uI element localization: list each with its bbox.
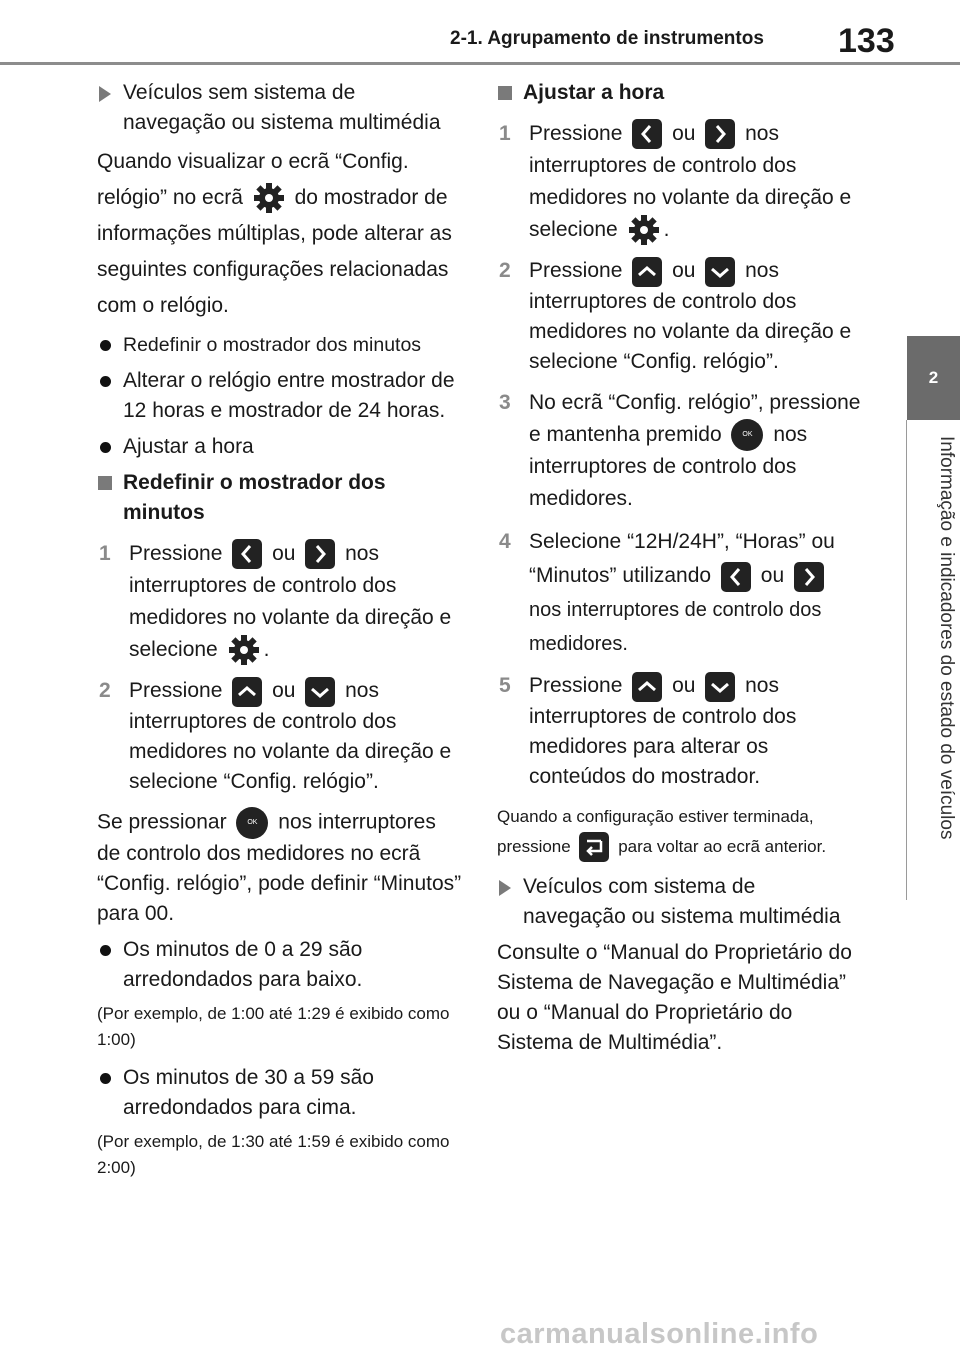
left-arrow-icon: [721, 562, 751, 592]
step-text: ou: [672, 259, 696, 283]
chapter-label: Informação e indicadores do estado do veículos: [936, 436, 957, 840]
down-arrow-icon: [305, 677, 335, 707]
ok-button-icon: OK: [236, 807, 268, 839]
bullet-icon: [100, 340, 111, 351]
step: [497, 671, 862, 791]
note: [497, 802, 862, 863]
up-arrow-icon: [632, 257, 662, 287]
step-number: 2: [499, 259, 511, 283]
paragraph-text: Se pressionar: [97, 810, 227, 834]
step-number: 1: [499, 122, 511, 145]
step-text: Pressione: [529, 674, 623, 698]
paragraph-text: do mostrador de informações múltiplas, pode alterar as seguintes configurações relacionadas com o relógio.: [97, 186, 452, 317]
list-item: [97, 432, 462, 462]
step-number: 2: [99, 679, 111, 703]
step-number: 5: [499, 674, 511, 698]
step: [497, 525, 862, 661]
step-number: 3: [499, 390, 511, 414]
condition-heading: [497, 872, 862, 932]
section-heading: [97, 468, 462, 528]
note: (Por exemplo, de 1:30 até 1:59 é exibido como 2:00): [97, 1131, 450, 1177]
left-arrow-icon: [232, 539, 262, 569]
list-item-text: Redefinir o mostrador dos minutos: [123, 334, 422, 356]
step-number: 1: [99, 542, 111, 565]
gear-icon: [228, 634, 260, 666]
step-text: nos interruptores de controlo dos medidores no volante da direção e selecione “Config. relógio”.: [129, 679, 452, 793]
section-heading: [497, 78, 862, 108]
ok-button-icon: OK: [731, 419, 763, 451]
step-text: Selecione “12H/24H”, “Horas” ou “Minutos” utilizando: [529, 530, 835, 588]
paragraph-text: Quando visualizar o ecrã “Config. relógio” no ecrã: [97, 150, 409, 209]
bullet-icon: [100, 1073, 111, 1084]
list-item: [97, 366, 462, 426]
square-bullet-icon: [98, 476, 112, 490]
right-arrow-icon: [794, 562, 824, 592]
list-item-text: Os minutos de 0 a 29 são arredondados para baixo.: [123, 937, 363, 991]
back-icon: [579, 832, 609, 862]
step-text: nos interruptores de controlo dos medidores no volante da direção e selecione “Config. relógio”.: [529, 259, 852, 373]
step-text: .: [263, 638, 270, 661]
up-arrow-icon: [232, 677, 262, 707]
bullet-icon: [100, 376, 111, 387]
step-text: ou: [272, 542, 296, 565]
step: [497, 256, 862, 376]
left-arrow-icon: [632, 119, 662, 149]
gear-icon: [628, 214, 660, 246]
step: [497, 118, 862, 246]
step-text: ou: [272, 679, 296, 703]
step-text: ou: [760, 564, 785, 588]
list-item: [97, 935, 462, 995]
gear-icon: [253, 182, 285, 214]
page-number: 133: [838, 22, 895, 60]
paragraph: [97, 144, 462, 324]
side-divider: [906, 420, 907, 900]
down-arrow-icon: [705, 257, 735, 287]
step-text: nos interruptores de controlo dos medidores no volante da direção e selecione: [529, 122, 852, 241]
step-text: .: [663, 218, 670, 241]
step-text: Pressione: [529, 122, 623, 145]
note-text: para voltar ao ecrã anterior.: [618, 836, 827, 856]
square-bullet-icon: [498, 86, 512, 100]
step: [97, 538, 462, 666]
note: (Por exemplo, de 1:00 até 1:29 é exibido como 1:00): [97, 1003, 450, 1049]
paragraph: Consulte o “Manual do Proprietário do Sistema de Navegação e Multimédia” ou o “Manual do Proprietário do Sistema de Multimédia”.: [497, 941, 852, 1055]
left-column: [97, 78, 462, 1181]
step-text: nos interruptores de controlo dos medidores para alterar os conteúdos do mostrador.: [529, 674, 797, 788]
bullet-icon: [100, 945, 111, 956]
list-item: [97, 330, 462, 360]
note-text: Quando a configuração estiver terminada, pressione: [497, 806, 814, 856]
arrow-bullet-icon: [499, 880, 511, 896]
step-text: ou: [672, 674, 696, 698]
step-text: No ecrã “Config. relógio”, pressione e mantenha premido: [529, 390, 861, 446]
arrow-bullet-icon: [99, 86, 111, 102]
down-arrow-icon: [705, 672, 735, 702]
right-column: [497, 78, 862, 1058]
step: [97, 676, 462, 796]
list-item: [97, 1063, 462, 1123]
paragraph-text: nos interruptores de controlo dos medidores no ecrã “Config. relógio”, pode definir “Minutos” para 00.: [97, 810, 462, 925]
step-text: nos interruptores de controlo dos medidores.: [529, 422, 808, 511]
step-text: Pressione: [529, 259, 623, 283]
step-text: Pressione: [129, 542, 223, 565]
step-number: 4: [499, 530, 511, 554]
right-arrow-icon: [305, 539, 335, 569]
section-title: 2-1. Agrupamento de instrumentos: [450, 28, 764, 49]
heading-text: Ajustar a hora: [523, 81, 665, 104]
watermark: carmanualsonline.info: [500, 1318, 819, 1350]
list-item-text: Alterar o relógio entre mostrador de 12 horas e mostrador de 24 horas.: [123, 369, 455, 422]
header-divider: [0, 62, 960, 65]
condition-text: Veículos sem sistema de navegação ou sistema multimédia: [123, 81, 441, 134]
step-text: nos interruptores de controlo dos medidores no volante da direção e selecione: [129, 542, 452, 661]
paragraph: [97, 807, 462, 929]
chapter-tab: 2: [907, 336, 960, 420]
heading-text: Redefinir o mostrador dos minutos: [123, 471, 386, 524]
step-text: ou: [672, 122, 696, 145]
bullet-icon: [100, 442, 111, 453]
step: [497, 387, 862, 515]
up-arrow-icon: [632, 672, 662, 702]
step-text: Pressione: [129, 679, 223, 703]
right-arrow-icon: [705, 119, 735, 149]
step-text: nos interruptores de controlo dos medidores.: [529, 599, 822, 656]
list-item-text: Os minutos de 30 a 59 são arredondados para cima.: [123, 1065, 374, 1119]
list-item-text: Ajustar a hora: [123, 435, 254, 458]
condition-heading: [97, 78, 462, 138]
condition-text: Veículos com sistema de navegação ou sistema multimédia: [523, 875, 841, 929]
